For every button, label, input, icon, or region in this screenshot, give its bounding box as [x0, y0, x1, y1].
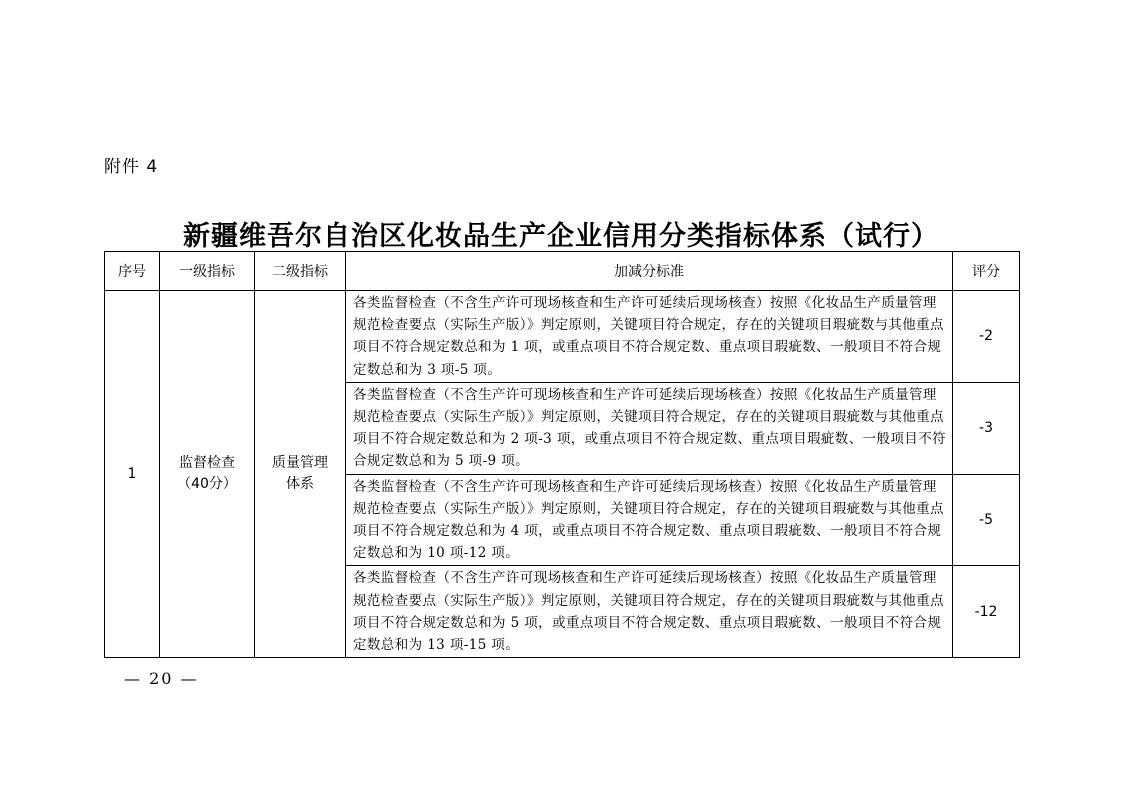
page-number: — 20 —	[124, 669, 199, 688]
level2-indicator-line1: 质量管理	[272, 455, 328, 472]
document-title: 新疆维吾尔自治区化妆品生产企业信用分类指标体系（试行）	[183, 221, 939, 252]
criterion-score: -2	[953, 291, 1020, 383]
criterion-text: 各类监督检查（不含生产许可现场核查和生产许可延续后现场核查）按照《化妆品生产质量管理规范检查要点（实际生产版）》判定原则，关键项目符合规定，存在的关键项目瑕疵数与其他重点项目不符合规定数总和为 1 项，或重点项目不符合规定数、重点项目瑕疵数、一般项目不符合规定数总和为 3 项-5 项。	[346, 291, 953, 383]
level1-indicator-line1: 监督检查	[179, 455, 235, 472]
criterion-text: 各类监督检查（不含生产许可现场核查和生产许可延续后现场核查）按照《化妆品生产质量管理规范检查要点（实际生产版）》判定原则，关键项目符合规定，存在的关键项目瑕疵数与其他重点项目不符合规定数总和为 5 项，或重点项目不符合规定数、重点项目瑕疵数、一般项目不符合规定数总和为 13 项-15 项。	[346, 566, 953, 658]
level1-indicator	[160, 291, 255, 658]
criterion-score: -3	[953, 382, 1020, 474]
criterion-text: 各类监督检查（不含生产许可现场核查和生产许可延续后现场核查）按照《化妆品生产质量管理规范检查要点（实际生产版）》判定原则，关键项目符合规定，存在的关键项目瑕疵数与其他重点项目不符合规定数总和为 4 项，或重点项目不符合规定数、重点项目瑕疵数、一般项目不符合规定数总和为 10 项-12 项。	[346, 474, 953, 566]
level1-indicator-line2: （40分）	[177, 476, 237, 493]
header-level2-indicator: 二级指标	[255, 252, 346, 291]
header-number: 序号	[105, 252, 160, 291]
level2-indicator	[255, 291, 346, 658]
level2-indicator-line2: 体系	[286, 476, 314, 493]
criterion-score: -12	[953, 566, 1020, 658]
header-score: 评分	[953, 252, 1020, 291]
row-number: 1	[105, 291, 160, 658]
header-level1-indicator: 一级指标	[160, 252, 255, 291]
credit-index-table	[104, 251, 1020, 658]
table-header-row	[105, 252, 1020, 291]
header-scoring-criteria: 加减分标准	[346, 252, 953, 291]
criterion-text: 各类监督检查（不含生产许可现场核查和生产许可延续后现场核查）按照《化妆品生产质量管理规范检查要点（实际生产版）》判定原则，关键项目符合规定，存在的关键项目瑕疵数与其他重点项目不符合规定数总和为 2 项-3 项，或重点项目不符合规定数、重点项目瑕疵数、一般项目不符合规定数总和为 5 项-9 项。	[346, 382, 953, 474]
criterion-score: -5	[953, 474, 1020, 566]
attachment-label: 附件 4	[104, 157, 159, 177]
table-row	[105, 291, 1020, 383]
